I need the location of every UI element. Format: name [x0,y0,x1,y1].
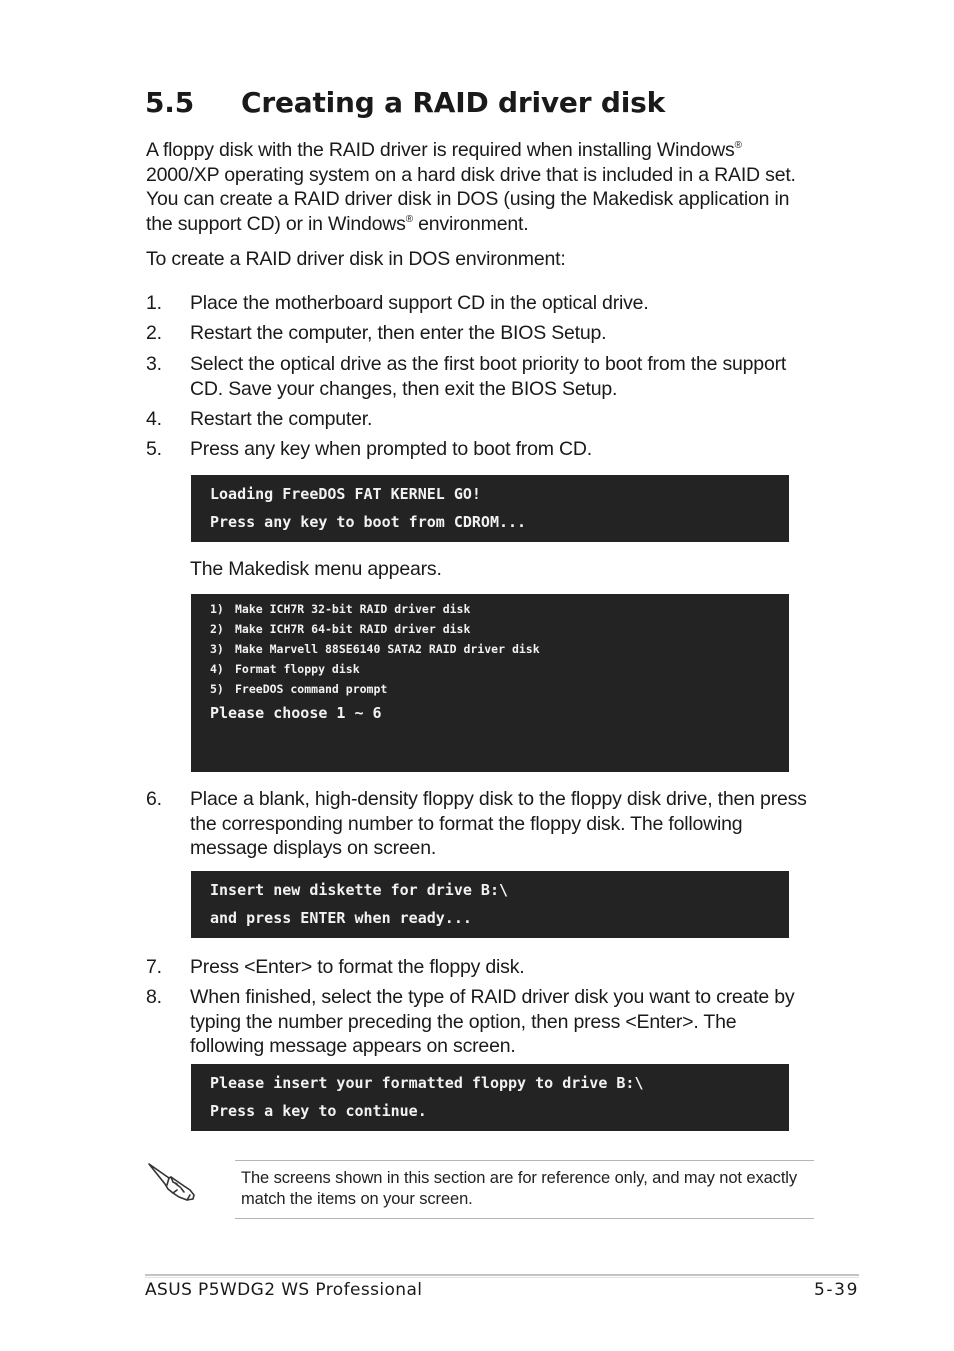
menu-option-number: 3) [210,642,224,656]
terminal-line: Loading FreeDOS FAT KERNEL GO! [210,485,481,503]
menu-option-number: 4) [210,662,224,676]
section-title-text: Creating a RAID driver disk [241,86,666,119]
step-number: 2. [146,322,162,344]
menu-option-number: 2) [210,622,224,636]
note-hand-icon [146,1160,200,1202]
step-number: 8. [146,986,162,1008]
step-item [146,985,810,1059]
footer-page-number: 5-39 [814,1280,859,1300]
step-item [146,291,810,316]
registered-mark: ® [734,140,742,151]
intro-text-1: A floppy disk with the RAID driver is required when installing Windows [146,139,735,161]
step-text: Press any key when prompted to boot from CD. [190,438,592,460]
note-bottom-rule [235,1218,814,1219]
menu-option [210,619,789,639]
menu-option [210,639,789,659]
step-item [146,787,810,861]
step-item [146,407,810,432]
formatted-floppy-screen [191,1064,789,1131]
terminal-line: Press a key to continue. [210,1102,427,1120]
menu-prompt: Please choose 1 ~ 6 [210,704,382,722]
step-text: Select the optical drive as the first boot priority to boot from the support CD. Save your changes, then exit the BIOS Setup. [190,353,787,400]
section-number: 5.5 [145,86,195,119]
menu-option-label: Make ICH7R 64-bit RAID driver disk [235,622,471,636]
step-item [146,352,810,401]
step-item [146,955,810,980]
menu-option-label: Make Marvell 88SE6140 SATA2 RAID driver disk [235,642,540,656]
terminal-line: Press any key to boot from CDROM... [210,513,527,531]
insert-diskette-screen [191,871,789,938]
step-text: When finished, select the type of RAID driver disk you want to create by typing the number preceding the option, then press <Enter>. The following message appears on screen. [190,986,795,1057]
step-number: 4. [146,408,162,430]
intro-text-2: 2000/XP operating system on a hard disk drive that is included in a RAID set. You can create a RAID driver disk in DOS (using the Makedisk application in the support CD) or in Windows [146,163,796,235]
footer-rule [145,1274,859,1276]
makedisk-caption: The Makedisk menu appears. [190,558,442,580]
note-text: The screens shown in this section are for reference only, and may not exactly match the items on your screen. [241,1169,798,1208]
registered-mark: ® [405,213,413,225]
menu-option [210,679,789,699]
footer-product: ASUS P5WDG2 WS Professional [145,1280,423,1300]
step-number: 3. [146,353,162,375]
boot-screen [191,475,789,542]
menu-option-number: 5) [210,682,224,696]
step-text: Restart the computer, then enter the BIOS Setup. [190,322,607,344]
menu-option-label: Format floppy disk [235,662,360,676]
step-number: 1. [146,292,162,314]
menu-option-label: Make ICH7R 32-bit RAID driver disk [235,602,471,616]
menu-option [210,659,789,679]
menu-option [210,599,789,619]
step-number: 7. [146,956,162,978]
footer-rule [145,1277,859,1278]
step-text: Press <Enter> to format the floppy disk. [190,956,525,978]
step-item [146,437,810,462]
step-number: 5. [146,438,162,460]
step-text: Place a blank, high-density floppy disk to the floppy disk drive, then press the corresponding number to format the floppy disk. The following message displays on screen. [190,788,807,859]
menu-option-label: FreeDOS command prompt [235,682,388,696]
step-text: Place the motherboard support CD in the optical drive. [190,292,649,314]
step-item [146,321,810,346]
makedisk-menu [191,594,789,772]
step-number: 6. [146,788,162,810]
terminal-line: Please insert your formatted floppy to drive B:\ [210,1074,644,1092]
step-text: Restart the computer. [190,408,373,430]
section-title [145,86,665,119]
terminal-line: Insert new diskette for drive B:\ [210,881,509,899]
intro-text-3: environment. [412,212,529,235]
dos-heading: To create a RAID driver disk in DOS environment: [146,248,566,270]
note-top-rule [235,1160,814,1161]
intro-paragraph [146,138,806,236]
terminal-line: and press ENTER when ready... [210,909,472,927]
menu-option-number: 1) [210,602,224,616]
